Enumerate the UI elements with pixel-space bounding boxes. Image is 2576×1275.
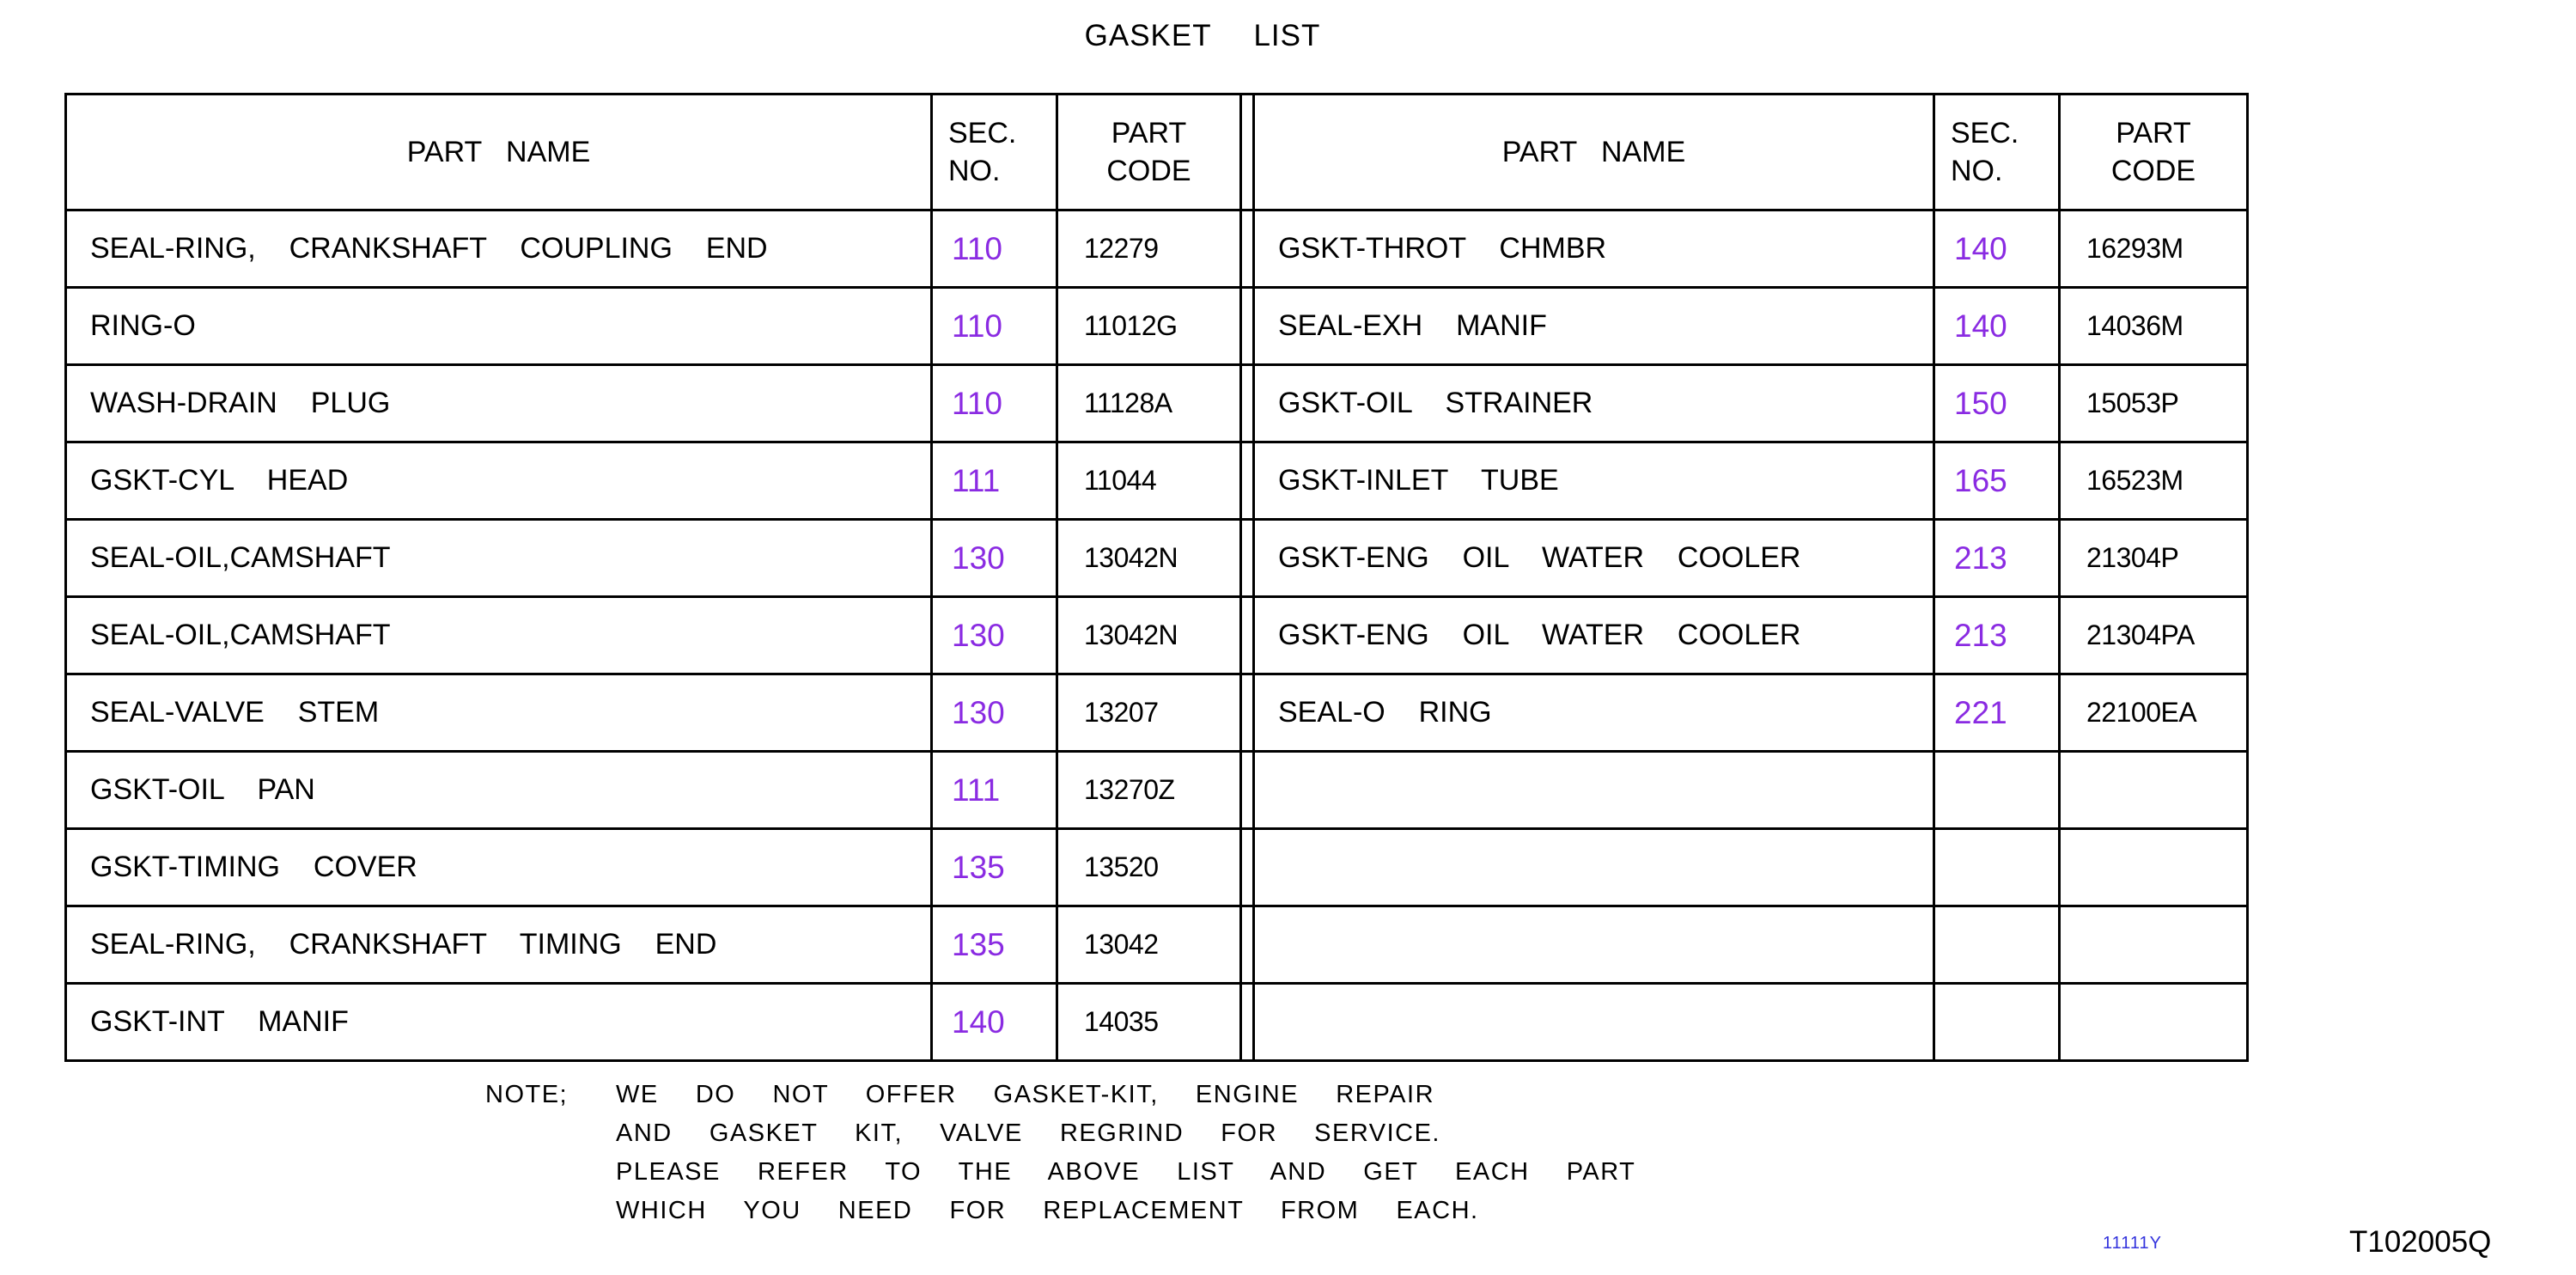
part-code-cell-left: 13520 [1057, 829, 1241, 906]
column-divider [1241, 442, 1254, 520]
sec-no-cell-left: 110 [932, 365, 1057, 442]
sec-no-cell-right: 165 [1934, 442, 2060, 520]
sec-no-cell-left: 111 [932, 752, 1057, 829]
note-line: PLEASE REFER TO THE ABOVE LIST AND GET EACH PART [616, 1158, 1636, 1186]
sec-no-cell-left: 111 [932, 442, 1057, 520]
header-sec-line1: SEC. [1951, 117, 2019, 149]
header-sec-line2: NO. [1951, 155, 2003, 187]
part-name-cell-right: SEAL-O RING [1254, 674, 1934, 752]
part-name-cell-right: GSKT-OIL STRAINER [1254, 365, 1934, 442]
table-body [66, 210, 2248, 1061]
sec-no-cell-right [1934, 829, 2060, 906]
part-code-cell-right [2060, 752, 2248, 829]
part-name-cell-right: GSKT-INLET TUBE [1254, 442, 1934, 520]
column-divider [1241, 520, 1254, 597]
sec-no-cell-left: 135 [932, 829, 1057, 906]
column-divider [1241, 95, 1254, 210]
part-code-cell-right: 16523M [2060, 442, 2248, 520]
part-name-cell-left: SEAL-RING, CRANKSHAFT COUPLING END [66, 210, 932, 288]
column-divider [1241, 829, 1254, 906]
column-divider [1241, 984, 1254, 1061]
column-divider [1241, 752, 1254, 829]
header-sec-no-left [932, 95, 1057, 210]
sec-no-cell-right: 150 [1934, 365, 2060, 442]
sec-no-cell-right [1934, 752, 2060, 829]
part-name-cell-right: GSKT-ENG OIL WATER COOLER [1254, 597, 1934, 674]
sec-no-cell-left: 135 [932, 906, 1057, 984]
part-name-cell-right: GSKT-ENG OIL WATER COOLER [1254, 520, 1934, 597]
part-code-cell-right [2060, 906, 2248, 984]
part-code-cell-left: 12279 [1057, 210, 1241, 288]
page-title: GASKET LIST [1084, 19, 1321, 52]
part-name-cell-right [1254, 829, 1934, 906]
header-code-line2: CODE [2110, 155, 2196, 187]
part-code-cell-left: 13207 [1057, 674, 1241, 752]
sec-no-cell-right: 221 [1934, 674, 2060, 752]
sec-no-cell-left: 140 [932, 984, 1057, 1061]
sec-no-cell-left: 110 [932, 288, 1057, 365]
part-code-cell-left: 13042N [1057, 597, 1241, 674]
part-name-cell-right [1254, 984, 1934, 1061]
part-name-cell-left: GSKT-TIMING COVER [66, 829, 932, 906]
part-code-cell-left: 14035 [1057, 984, 1241, 1061]
part-name-cell-left: WASH-DRAIN PLUG [66, 365, 932, 442]
part-name-cell-right [1254, 752, 1934, 829]
small-reference-code: 11111Y [2103, 1234, 2163, 1253]
note-line: WHICH YOU NEED FOR REPLACEMENT FROM EACH. [616, 1197, 1479, 1224]
part-name-cell-right: GSKT-THROT CHMBR [1254, 210, 1934, 288]
part-name-cell-left: SEAL-OIL,CAMSHAFT [66, 520, 932, 597]
column-divider [1241, 906, 1254, 984]
gasket-list-table [64, 93, 2249, 1062]
part-name-cell-right [1254, 906, 1934, 984]
part-name-cell-left: GSKT-OIL PAN [66, 752, 932, 829]
header-sec-no-right [1934, 95, 2060, 210]
sec-no-cell-right: 213 [1934, 597, 2060, 674]
note-line: AND GASKET KIT, VALVE REGRIND FOR SERVICE. [616, 1119, 1440, 1147]
note-text [616, 1076, 1635, 1230]
part-code-cell-left: 13042 [1057, 906, 1241, 984]
sec-no-cell-right: 213 [1934, 520, 2060, 597]
table-row [66, 288, 2248, 365]
sec-no-cell-right: 140 [1934, 210, 2060, 288]
part-code-cell-right: 22100EA [2060, 674, 2248, 752]
header-code-line1: PART [1111, 117, 1187, 149]
part-code-cell-left: 11012G [1057, 288, 1241, 365]
sec-no-cell-left: 130 [932, 597, 1057, 674]
header-part-code-right [2060, 95, 2248, 210]
header-code-line2: CODE [1106, 155, 1191, 187]
sec-no-cell-right [1934, 906, 2060, 984]
part-code-cell-right: 21304PA [2060, 597, 2248, 674]
sec-no-cell-right: 140 [1934, 288, 2060, 365]
header-code-line1: PART [2116, 117, 2191, 149]
part-code-cell-left: 13270Z [1057, 752, 1241, 829]
table-row [66, 597, 2248, 674]
note-label: NOTE; [485, 1081, 569, 1108]
part-name-cell-left: GSKT-CYL HEAD [66, 442, 932, 520]
table-row [66, 752, 2248, 829]
part-name-cell-left: SEAL-OIL,CAMSHAFT [66, 597, 932, 674]
column-divider [1241, 365, 1254, 442]
part-name-cell-left: RING-O [66, 288, 932, 365]
column-divider [1241, 288, 1254, 365]
part-name-cell-left: SEAL-RING, CRANKSHAFT TIMING END [66, 906, 932, 984]
table-row [66, 520, 2248, 597]
table-row [66, 442, 2248, 520]
part-code-cell-right: 21304P [2060, 520, 2248, 597]
header-sec-line1: SEC. [948, 117, 1017, 149]
figure-code: T102005Q [2349, 1225, 2492, 1259]
sec-no-cell-left: 130 [932, 674, 1057, 752]
table-row [66, 829, 2248, 906]
table-row [66, 906, 2248, 984]
header-part-name-left: PART NAME [66, 95, 932, 210]
column-divider [1241, 674, 1254, 752]
part-name-cell-left: SEAL-VALVE STEM [66, 674, 932, 752]
part-code-cell-right [2060, 829, 2248, 906]
part-name-cell-right: SEAL-EXH MANIF [1254, 288, 1934, 365]
part-code-cell-left: 13042N [1057, 520, 1241, 597]
column-divider [1241, 210, 1254, 288]
header-part-code-left [1057, 95, 1241, 210]
header-part-name-right: PART NAME [1254, 95, 1934, 210]
note-line: WE DO NOT OFFER GASKET-KIT, ENGINE REPAIR [616, 1081, 1435, 1108]
part-code-cell-right: 16293M [2060, 210, 2248, 288]
table-row [66, 984, 2248, 1061]
table-header-row [66, 95, 2248, 210]
table-row [66, 365, 2248, 442]
header-sec-line2: NO. [948, 155, 1001, 187]
part-code-cell-right: 14036M [2060, 288, 2248, 365]
column-divider [1241, 597, 1254, 674]
part-code-cell-left: 11128A [1057, 365, 1241, 442]
sec-no-cell-left: 110 [932, 210, 1057, 288]
table-row [66, 210, 2248, 288]
part-code-cell-left: 11044 [1057, 442, 1241, 520]
part-code-cell-right: 15053P [2060, 365, 2248, 442]
sec-no-cell-right [1934, 984, 2060, 1061]
part-name-cell-left: GSKT-INT MANIF [66, 984, 932, 1061]
table-row [66, 674, 2248, 752]
part-code-cell-right [2060, 984, 2248, 1061]
sec-no-cell-left: 130 [932, 520, 1057, 597]
